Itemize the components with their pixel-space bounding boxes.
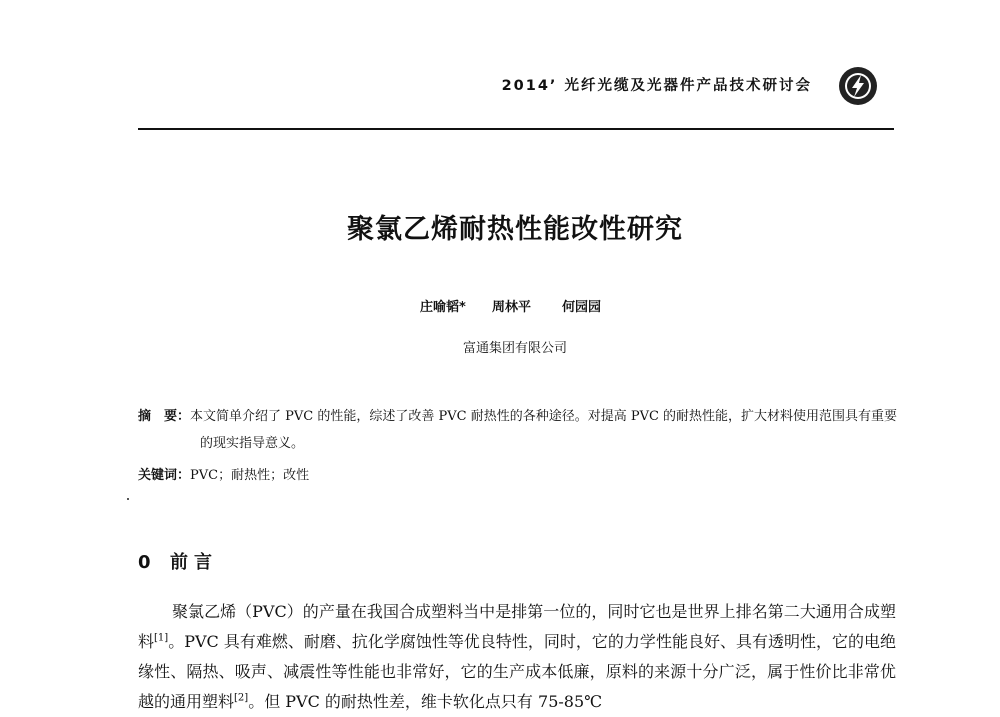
- header-rule: [138, 128, 894, 130]
- conference-logo-icon: [838, 66, 878, 106]
- author: 庄喻韬*: [420, 300, 466, 315]
- keywords-text: PVC；耐热性；改性: [190, 468, 310, 483]
- section-title: 前言: [170, 552, 218, 573]
- paper-title: 聚氯乙烯耐热性能改性研究: [347, 214, 683, 245]
- paragraph-text: 。PVC 具有难燃、耐磨、抗化学腐蚀性等优良特性，同时，它的力学性能良好、具有透明性，它的电绝缘性、隔热、吸声、减震性等性能也非常好，它的生产成本低廉，原料的来源十分广泛，属于性价比非常优越的通用塑料: [138, 632, 896, 711]
- body-paragraph: [138, 597, 896, 717]
- citation-ref: [1]: [154, 632, 169, 644]
- scan-speck: [127, 498, 129, 500]
- author: 何园园: [562, 300, 602, 315]
- conference-title: 2014’ 光纤光缆及光器件产品技术研讨会: [501, 78, 812, 94]
- section-number: 0: [138, 552, 151, 573]
- affiliation: 富通集团有限公司: [462, 341, 567, 356]
- section-heading: [138, 548, 218, 574]
- abstract-text: 本文简单介绍了 PVC 的性能，综述了改善 PVC 耐热性的各种途径。对提高 PVC 的耐热性能，扩大材料使用范围具有重要的现实指导意义。: [190, 409, 898, 451]
- keywords-label: 关键词：: [138, 468, 191, 483]
- abstract: [138, 403, 898, 457]
- citation-ref: [2]: [234, 692, 249, 704]
- author: 周林平: [492, 300, 532, 315]
- keywords: [138, 464, 309, 483]
- paragraph-text: 聚氯乙烯（PVC）的产量在我国合成塑料当中是排第一位的，同时它也是世界上排名第二大通用合成塑料: [138, 602, 896, 651]
- abstract-label: 摘 要：: [138, 409, 191, 424]
- author-list: [420, 296, 620, 315]
- paragraph-text: 。但 PVC 的耐热性差，维卡软化点只有 75-85℃: [248, 692, 603, 711]
